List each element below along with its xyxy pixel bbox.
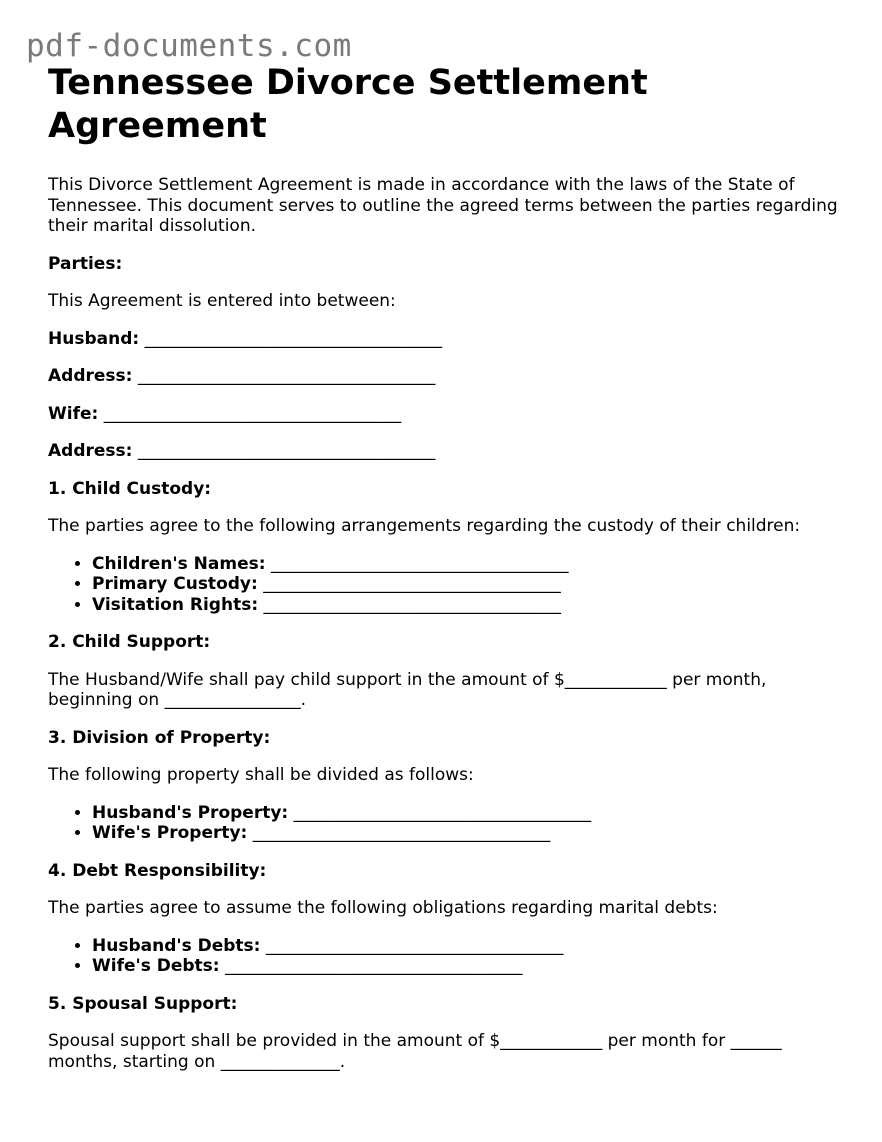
intro-paragraph: This Divorce Settlement Agreement is made in accordance with the laws of the State of Tennessee. This document serves to outline the agreed terms between the parties regarding their marital dissolution. — [48, 175, 838, 236]
wife-blank[interactable]: ___________________________________ — [103, 403, 402, 424]
custody-text: The parties agree to the following arrangements regarding the custody of their children: — [48, 516, 801, 536]
visitation-rights-label: Visitation Rights: — [92, 594, 259, 615]
custody-list — [48, 554, 838, 616]
primary-custody-blank[interactable]: ___________________________________ — [263, 574, 561, 594]
wife-address-label: Address: — [48, 441, 133, 461]
visitation-rights-blank[interactable]: ___________________________________ — [263, 594, 562, 615]
property-list — [48, 803, 838, 844]
childrens-names-blank[interactable]: ___________________________________ — [270, 553, 569, 574]
wife-label: Wife: — [48, 403, 99, 424]
husbands-debts-label: Husband's Debts: — [92, 935, 261, 956]
list-item — [92, 554, 838, 575]
list-item — [92, 595, 838, 616]
childrens-names-label: Children's Names: — [92, 553, 266, 574]
document-title: Tennessee Divorce Settlement Agreement — [48, 63, 648, 146]
document-body — [48, 62, 838, 1089]
list-item — [92, 936, 838, 957]
husband-field — [48, 329, 838, 350]
husband-address-field — [48, 366, 838, 387]
list-item — [92, 574, 838, 595]
list-item — [92, 803, 838, 824]
debt-list — [48, 936, 838, 977]
husband-address-label: Address: — [48, 366, 133, 386]
debt-text: The parties agree to assume the following obligations regarding marital debts: — [48, 898, 718, 918]
watermark: pdf-documents.com — [26, 28, 352, 64]
property-text: The following property shall be divided as follows: — [48, 765, 474, 785]
spousal-support-heading: 5. Spousal Support: — [48, 993, 238, 1014]
wifes-debts-blank[interactable]: ___________________________________ — [225, 956, 523, 976]
husbands-debts-blank[interactable]: ___________________________________ — [265, 935, 564, 956]
wife-address-field — [48, 441, 838, 462]
property-heading: 3. Division of Property: — [48, 727, 271, 748]
spousal-support-text: Spousal support shall be provided in the amount of $____________ per month for ______ months, starting on ______________. — [48, 1031, 782, 1072]
list-item — [92, 823, 838, 844]
wifes-property-label: Wife's Property: — [92, 823, 248, 843]
wife-address-blank[interactable]: ___________________________________ — [137, 441, 436, 461]
child-support-heading: 2. Child Support: — [48, 632, 211, 652]
parties-heading: Parties: — [48, 253, 123, 274]
husband-label: Husband: — [48, 328, 140, 349]
list-item — [92, 956, 838, 977]
wife-field — [48, 404, 838, 425]
husband-address-blank[interactable]: ___________________________________ — [137, 366, 436, 386]
child-support-text: The Husband/Wife shall pay child support in the amount of $____________ per month, beginning on ________________. — [48, 669, 767, 710]
wifes-debts-label: Wife's Debts: — [92, 956, 220, 976]
husband-blank[interactable]: ___________________________________ — [144, 328, 443, 349]
parties-text: This Agreement is entered into between: — [48, 291, 396, 311]
debt-heading: 4. Debt Responsibility: — [48, 860, 267, 881]
custody-heading: 1. Child Custody: — [48, 478, 212, 499]
husbands-property-label: Husband's Property: — [92, 802, 289, 823]
wifes-property-blank[interactable]: ___________________________________ — [252, 823, 551, 843]
husbands-property-blank[interactable]: ___________________________________ — [293, 802, 592, 823]
primary-custody-label: Primary Custody: — [92, 574, 258, 594]
